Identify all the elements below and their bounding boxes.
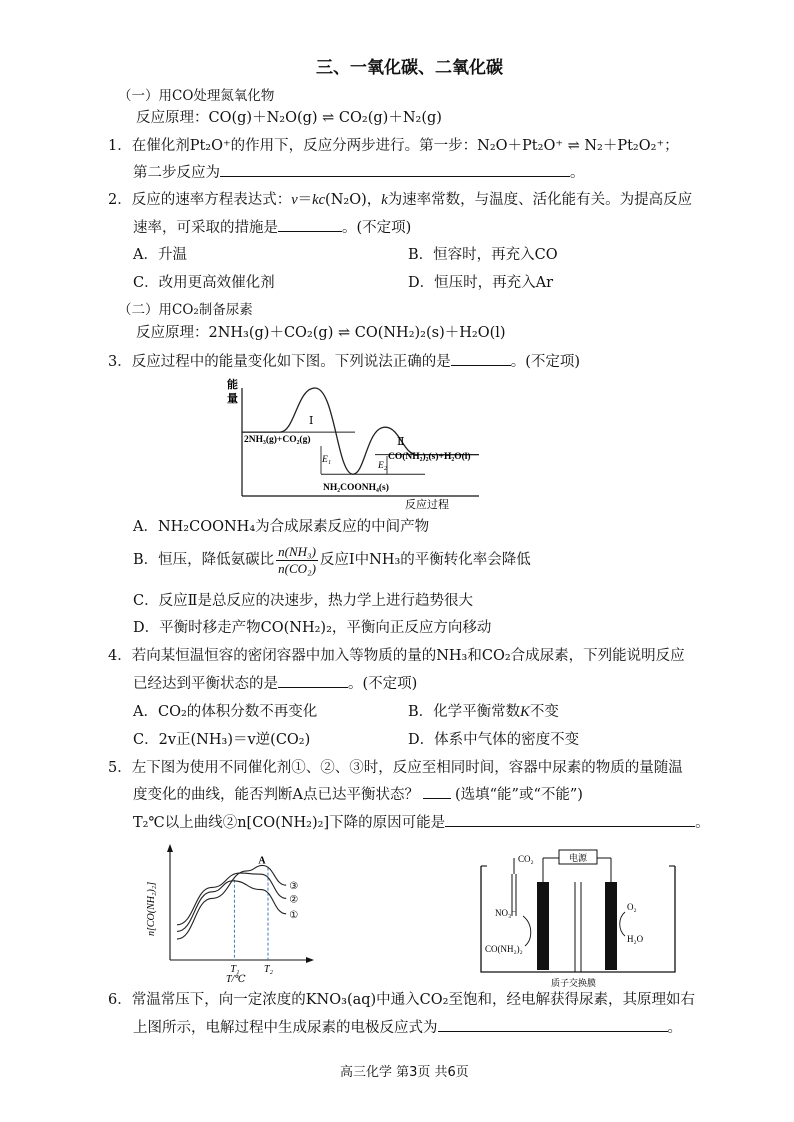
q3-b-post: 反应Ⅰ中NH₃的平衡转化率会降低 <box>319 552 531 568</box>
q2-answer-blank[interactable] <box>278 217 342 232</box>
q5-line3 <box>133 812 710 833</box>
nh3-co2-ratio <box>276 544 318 577</box>
principle-equation: CO(g)＋N₂O(g) ⇌ CO₂(g)＋N₂(g) <box>208 110 442 126</box>
q1-line2-text: 第二步反应为 <box>133 165 220 181</box>
q4-option-b[interactable] <box>408 702 559 722</box>
energy-label-reactants: 2NH₃(g)+CO₂(g) <box>244 435 311 445</box>
energy-ylabel-2: 量 <box>227 393 238 405</box>
q6-line2 <box>133 1017 682 1038</box>
electrolysis-cell-diagram <box>475 844 685 992</box>
power-label: 电源 <box>569 853 588 863</box>
q6-line2-pre: 上图所示，电解过程中生成尿素的电极反应式为 <box>133 1020 438 1036</box>
q5-line2 <box>133 784 583 805</box>
section-heading-1: （一）用CO处理氮氧化物 <box>118 88 275 104</box>
q3-option-d[interactable]: D．平衡时移走产物CO(NH₂)₂，平衡向正反应方向移动 <box>133 620 492 636</box>
tick-t1: T₁ <box>230 964 240 975</box>
anode <box>605 882 617 970</box>
q3-option-b[interactable] <box>133 540 531 580</box>
q3-b-pre: B．恒压，降低氨碳比 <box>133 552 275 568</box>
q4-b-post: 不变 <box>529 704 559 720</box>
q2-eq: ＝ <box>297 192 313 208</box>
q2-post: 为速率常数，与温度、活化能有关。为提高反应 <box>387 192 693 208</box>
q1-line2-end: 。 <box>570 165 585 181</box>
q2-line1 <box>108 190 692 210</box>
q4-line2-post: 。(不定项) <box>348 676 418 692</box>
e2-label: E₂ <box>378 461 388 471</box>
q6-line2-post: 。 <box>667 1020 682 1036</box>
nitrate-label: NO₃⁻ <box>495 908 516 918</box>
q5-line2-post: (选填“能”或“不能”) <box>454 787 583 803</box>
section-heading-2: （二）用CO₂制备尿素 <box>118 302 253 318</box>
urea-ylabel: n[CO(NH₂)₂] <box>146 881 157 936</box>
energy-peak-label-2: Ⅱ <box>397 436 405 448</box>
energy-label-products: CO(NH₂)₂(s)+H₂O(l) <box>388 452 471 462</box>
q2-v: v <box>291 192 298 208</box>
series-3-label: ③ <box>289 881 299 893</box>
q4-option-a[interactable]: A．CO₂的体积分数不再变化 <box>133 704 318 720</box>
q1-line1: 1．在催化剂Pt₂O⁺的作用下，反应分两步进行。第一步：N₂O＋Pt₂O⁺ ⇌ N₂＋Pt₂O₂⁺； <box>108 138 679 154</box>
q2-line2 <box>133 217 411 238</box>
principle-label-2: 反应原理： <box>136 325 209 341</box>
cathode <box>537 882 549 970</box>
q3-option-c[interactable]: C．反应Ⅱ是总反应的决速步，热力学上进行趋势很大 <box>133 593 473 609</box>
ratio-numerator: n(NH₃) <box>278 543 316 559</box>
energy-xlabel: 反应过程 <box>405 499 449 510</box>
q6-line1: 6．常温常压下，向一定浓度的KNO₃(aq)中通入CO₂至饱和，经电解获得尿素，其原理如右 <box>108 992 695 1008</box>
principle-1 <box>136 108 442 128</box>
energy-diagram <box>225 378 490 510</box>
q3-answer-blank[interactable] <box>451 351 511 366</box>
q4-b-pre: B．化学平衡常数 <box>408 704 521 720</box>
q2-option-c[interactable]: C．改用更高效催化剂 <box>133 275 275 291</box>
energy-peak-label-1: Ⅰ <box>309 415 314 427</box>
q4-option-c[interactable]: C．2v正(NH₃)＝v逆(CO₂) <box>133 732 311 748</box>
q5-line3-pre: T₂℃以上曲线②n[CO(NH₂)₂]下降的原因可能是 <box>133 815 446 831</box>
series-3-line <box>177 865 286 939</box>
principle-2 <box>136 323 506 343</box>
energy-label-intermediate: NH₂COONH₄(s) <box>323 483 389 493</box>
urea-label: CO(NH₂)₂ <box>485 944 523 954</box>
q3-pre: 3．反应过程中的能量变化如下图。下列说法正确的是 <box>108 354 451 370</box>
membrane-label: 质子交换膜 <box>551 978 597 988</box>
principle-label: 反应原理： <box>136 110 209 126</box>
q5-line3-post: 。 <box>695 815 710 831</box>
q2-line2-pre: 速率，可采取的措施是 <box>133 220 278 236</box>
point-a-label: A <box>258 855 266 867</box>
anode-arrow <box>620 912 625 936</box>
page-footer: 高三化学 第3页 共6页 <box>340 1065 469 1080</box>
principle-equation-2: 2NH₃(g)＋CO₂(g) ⇌ CO(NH₂)₂(s)＋H₂O(l) <box>208 325 506 341</box>
oxygen-label: O₂ <box>627 902 637 912</box>
q2-k2: k <box>381 192 388 208</box>
q5-answer-blank-2[interactable] <box>445 812 695 827</box>
q4-line2-pre: 已经达到平衡状态的是 <box>133 676 278 692</box>
q5-line2-pre: 度变化的曲线，能否判断A点已达平衡状态？ <box>133 787 419 803</box>
q4-line2 <box>133 673 417 694</box>
q2-pre: 2．反应的速率方程表达式： <box>108 192 292 208</box>
q3-post: 。(不定项) <box>510 354 581 370</box>
q4-line1: 4．若向某恒温恒容的密闭容器中加入等物质的量的NH₃和CO₂合成尿素，下列能说明反应 <box>108 648 685 664</box>
water-label: H₂O <box>627 934 644 944</box>
page-title: 三、一氧化碳、二氧化碳 <box>316 58 503 78</box>
q3-option-a[interactable]: A．NH₂COONH₄为合成尿素反应的中间产物 <box>133 519 430 535</box>
q5-answer-blank-1[interactable] <box>423 784 451 799</box>
q2-line2-post: 。(不定项) <box>342 220 412 236</box>
urea-y-arrow <box>167 844 173 852</box>
energy-ylabel-1: 能 <box>227 379 238 391</box>
urea-xlabel: T/℃ <box>226 974 246 985</box>
q4-option-d[interactable]: D．体系中气体的密度不变 <box>408 732 580 748</box>
ratio-denominator: n(CO₂) <box>278 560 316 576</box>
q2-c: c <box>318 192 326 208</box>
q6-answer-blank[interactable] <box>438 1017 668 1032</box>
q4-answer-blank[interactable] <box>278 673 348 688</box>
q4-b-k: K <box>520 704 530 720</box>
cathode-arrow <box>523 916 531 946</box>
tick-t2: T₂ <box>264 964 274 975</box>
series-1-line <box>177 881 286 932</box>
cell-container <box>481 866 675 972</box>
q5-line1: 5．左下图为使用不同催化剂①、②、③时，反应至相同时间，容器中尿素的物质的量随温 <box>108 760 683 776</box>
q2-option-a[interactable]: A．升温 <box>133 247 187 263</box>
q2-k: k <box>312 192 319 208</box>
e1-label: E₁ <box>322 455 332 465</box>
q2-option-d[interactable]: D．恒压时，再充入Ar <box>408 275 554 291</box>
urea-temperature-chart <box>140 838 330 988</box>
q2-option-b[interactable]: B．恒容时，再充入CO <box>408 247 558 263</box>
q2-arg: (N₂O)， <box>325 192 382 208</box>
urea-x-arrow <box>306 957 314 963</box>
co2-label: CO₂ <box>518 854 534 864</box>
series-1-label: ① <box>289 909 299 921</box>
q3-line1 <box>108 351 580 372</box>
q1-line2 <box>133 162 585 183</box>
series-2-label: ② <box>289 894 299 906</box>
q1-answer-blank[interactable] <box>220 162 570 177</box>
